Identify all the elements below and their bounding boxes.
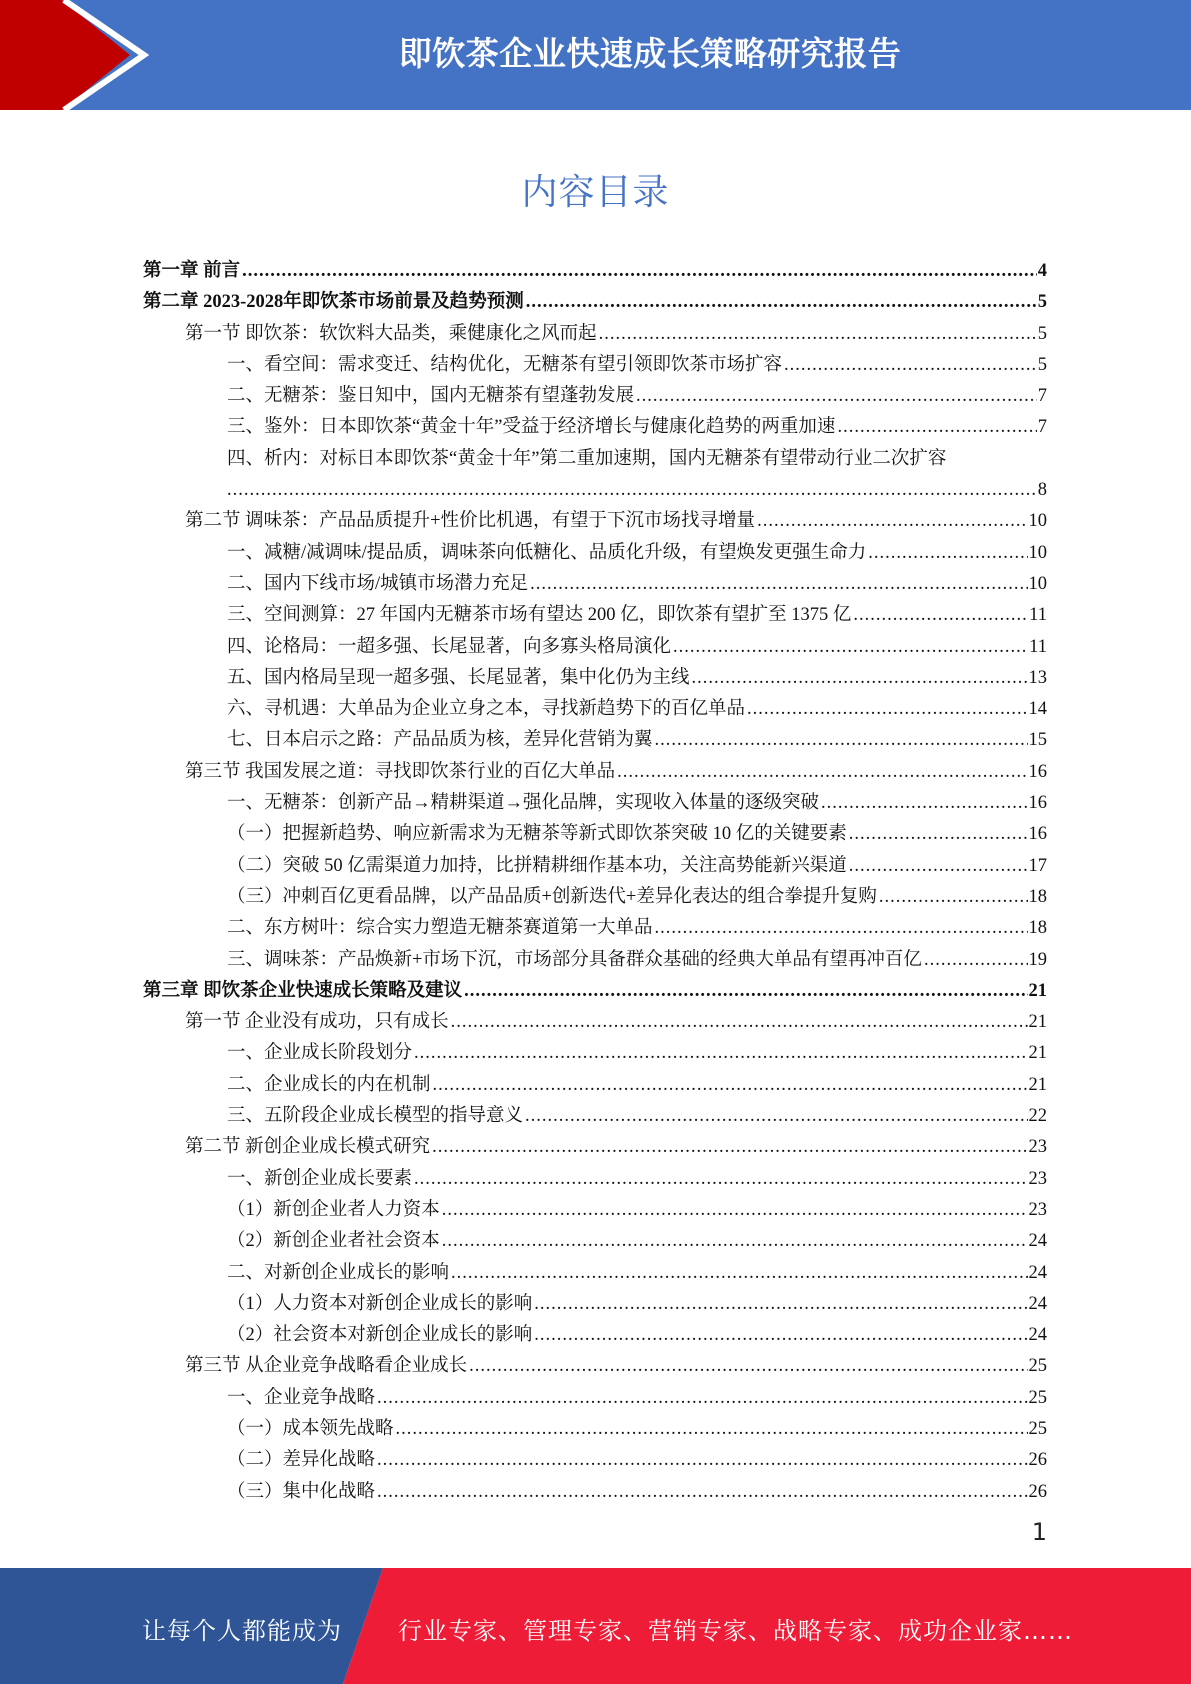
toc-entry-page: 25 (1028, 1418, 1047, 1439)
toc-entry-page: 25 (1028, 1387, 1047, 1408)
toc-entry-label: 七、日本启示之路：产品品质为核，差异化营销为翼 (227, 730, 653, 751)
toc-entry-page: 8 (1037, 480, 1047, 501)
toc-entry-label: （一）把握新趋势、响应新需求为无糖茶等新式即饮茶突破 10 亿的关键要素 (227, 824, 847, 845)
toc-dot-leader (617, 757, 1027, 788)
toc-entry[interactable] (143, 1132, 1047, 1163)
toc-entry-page: 23 (1028, 1199, 1047, 1220)
footer-slogan-left: 让每个人都能成为 (142, 1617, 342, 1645)
toc-entry-page: 24 (1028, 1325, 1047, 1346)
toc-entry-page: 16 (1028, 793, 1047, 814)
toc-entry[interactable] (143, 663, 1047, 694)
toc-entry[interactable] (143, 851, 1047, 882)
toc-entry-label: 四、析内：对标日本即饮茶“黄金十年”第二重加速期，国内无糖茶有望带动行业二次扩容 (227, 448, 947, 469)
toc-entry-label: 第二章 2023-2028年即饮茶市场前景及趋势预测 (143, 292, 524, 313)
toc-entry[interactable] (143, 1101, 1047, 1132)
toc-entry-page: 23 (1028, 1168, 1047, 1189)
toc-entry-page: 10 (1028, 511, 1047, 532)
toc-dot-leader (868, 538, 1027, 569)
toc-entry-label: 一、企业竞争战略 (227, 1387, 376, 1408)
toc-dot-leader (525, 1101, 1027, 1132)
toc-entry-page: 18 (1028, 918, 1047, 939)
toc-entry-label: 六、寻机遇：大单品为企业立身之本，寻找新趋势下的百亿单品 (227, 699, 746, 720)
toc-entry-label: 一、新创企业成长要素 (227, 1168, 413, 1189)
toc-entry-page: 21 (1028, 1043, 1047, 1064)
toc-entry[interactable] (143, 882, 1047, 913)
toc-entry-label: 二、东方树叶：综合实力塑造无糖茶赛道第一大单品 (227, 918, 653, 939)
toc-dot-leader (451, 1258, 1027, 1289)
toc-entry[interactable] (143, 694, 1047, 725)
toc-entry-page: 14 (1028, 699, 1047, 720)
toc-entry[interactable] (143, 1477, 1047, 1508)
toc-dot-leader (396, 1414, 1028, 1445)
toc-dot-leader (227, 475, 1037, 506)
toc-entry-page: 13 (1028, 667, 1047, 688)
toc-dot-leader (530, 569, 1027, 600)
toc-dot-leader (377, 1477, 1027, 1508)
table-of-contents (143, 256, 1047, 1508)
toc-dot-leader (879, 882, 1028, 913)
toc-entry-label: 二、国内下线市场/城镇市场潜力充足 (227, 573, 529, 594)
toc-entry-page: 11 (1029, 605, 1047, 626)
toc-dot-leader (469, 1351, 1027, 1382)
toc-entry[interactable] (143, 319, 1047, 350)
toc-entry[interactable] (143, 945, 1047, 976)
toc-entry-page: 24 (1028, 1293, 1047, 1314)
toc-entry-page: 23 (1028, 1137, 1047, 1158)
toc-entry[interactable] (143, 538, 1047, 569)
toc-entry-page: 5 (1037, 354, 1047, 375)
toc-dot-leader (692, 663, 1028, 694)
toc-entry[interactable] (143, 819, 1047, 850)
toc-entry[interactable] (143, 1164, 1047, 1195)
toc-entry[interactable] (143, 287, 1047, 318)
toc-entry[interactable] (143, 1007, 1047, 1038)
toc-entry-label: （1）人力资本对新创企业成长的影响 (227, 1293, 533, 1314)
toc-entry[interactable] (143, 506, 1047, 537)
toc-dot-leader (442, 1226, 1028, 1257)
toc-entry-label: 第三章 即饮茶企业快速成长策略及建议 (143, 980, 463, 1001)
toc-entry[interactable] (143, 350, 1047, 381)
toc-entry-label: （一）成本领先战略 (227, 1418, 394, 1439)
toc-entry-label: 第二节 新创企业成长模式研究 (185, 1137, 431, 1158)
toc-entry[interactable] (143, 1038, 1047, 1069)
toc-entry-page: 11 (1029, 636, 1047, 657)
footer-slogan-right: 行业专家、管理专家、营销专家、战略专家、成功企业家…… (398, 1617, 1073, 1645)
toc-entry[interactable] (143, 1195, 1047, 1226)
toc-entry[interactable] (143, 788, 1047, 819)
toc-entry-label: （2）新创企业者社会资本 (227, 1231, 440, 1252)
toc-entry-label: 二、对新创企业成长的影响 (227, 1262, 450, 1283)
toc-entry[interactable] (143, 1383, 1047, 1414)
page-header-band (0, 0, 1191, 110)
toc-entry-label: （二）差异化战略 (227, 1450, 376, 1471)
toc-entry[interactable] (143, 569, 1047, 600)
toc-dot-leader (849, 819, 1028, 850)
toc-dot-leader (414, 1164, 1027, 1195)
toc-dot-leader (432, 1132, 1027, 1163)
toc-dot-leader (924, 945, 1028, 976)
toc-entry-label: （二）突破 50 亿需渠道力加持，比拼精耕细作基本功，关注高势能新兴渠道 (227, 855, 847, 876)
toc-entry[interactable] (143, 444, 1047, 475)
toc-entry-label: 第一节 即饮茶：软饮料大品类，乘健康化之风而起 (185, 323, 597, 344)
toc-entry-page: 15 (1028, 730, 1047, 751)
toc-entry-page: 17 (1028, 855, 1047, 876)
toc-dot-leader (534, 1289, 1027, 1320)
toc-entry[interactable] (143, 757, 1047, 788)
toc-entry[interactable] (143, 1445, 1047, 1476)
toc-dot-leader (599, 319, 1037, 350)
report-title: 即饮茶企业快速成长策略研究报告 (398, 34, 902, 73)
toc-dot-leader (377, 1445, 1027, 1476)
toc-entry-label: 二、企业成长的内在机制 (227, 1074, 431, 1095)
toc-dot-leader (747, 694, 1027, 725)
toc-entry[interactable] (143, 256, 1047, 287)
toc-entry-label: 一、企业成长阶段划分 (227, 1043, 413, 1064)
toc-entry-label: 一、减糖/减调味/提品质，调味茶向低糖化、品质化升级，有望焕发更强生命力 (227, 542, 867, 563)
toc-dot-leader (853, 600, 1028, 631)
toc-entry-page: 22 (1028, 1106, 1047, 1127)
toc-entry-page: 5 (1037, 323, 1047, 344)
toc-entry-label: （三）冲刺百亿更看品牌，以产品品质+创新迭代+差异化表达的组合拳提升复购 (227, 886, 877, 907)
toc-heading: 内容目录 (521, 172, 670, 213)
toc-entry[interactable] (143, 1414, 1047, 1445)
toc-entry-continuation[interactable] (143, 475, 1047, 506)
toc-entry-label: 三、鉴外：日本即饮茶“黄金十年”受益于经济增长与健康化趋势的两重加速 (227, 417, 836, 438)
toc-entry[interactable] (143, 381, 1047, 412)
toc-entry-label: （2）社会资本对新创企业成长的影响 (227, 1325, 533, 1346)
toc-entry[interactable] (143, 913, 1047, 944)
toc-entry[interactable] (143, 1226, 1047, 1257)
toc-entry-page: 25 (1028, 1356, 1047, 1377)
toc-entry-page: 7 (1037, 417, 1047, 438)
toc-dot-leader (451, 1007, 1028, 1038)
toc-entry-page: 18 (1028, 886, 1047, 907)
toc-entry-label: 二、无糖茶：鉴日知中，国内无糖茶有望蓬勃发展 (227, 386, 635, 407)
toc-entry-label: （1）新创企业者人力资本 (227, 1199, 440, 1220)
toc-entry-page: 10 (1028, 542, 1047, 563)
toc-entry-page: 16 (1028, 824, 1047, 845)
toc-dot-leader (849, 851, 1028, 882)
toc-entry-page: 24 (1028, 1262, 1047, 1283)
toc-dot-leader (377, 1383, 1027, 1414)
toc-entry[interactable] (143, 412, 1047, 443)
toc-entry[interactable] (143, 600, 1047, 631)
toc-entry-label: 第三节 从企业竞争战略看企业成长 (185, 1356, 468, 1377)
toc-dot-leader (526, 287, 1037, 318)
toc-entry[interactable] (143, 1070, 1047, 1101)
toc-entry[interactable] (143, 976, 1047, 1007)
toc-entry[interactable] (143, 1351, 1047, 1382)
toc-entry-label: 一、看空间：需求变迁、结构优化，无糖茶有望引领即饮茶市场扩容 (227, 354, 783, 375)
toc-dot-leader (837, 412, 1036, 443)
toc-dot-leader (464, 976, 1027, 1007)
toc-entry-page: 24 (1028, 1231, 1047, 1252)
toc-entry-page: 21 (1028, 1074, 1047, 1095)
toc-dot-leader (655, 913, 1028, 944)
toc-dot-leader (242, 256, 1037, 287)
toc-entry-page: 10 (1028, 573, 1047, 594)
toc-dot-leader (414, 1038, 1027, 1069)
toc-entry-label: 四、论格局：一超多强、长尾显著，向多寡头格局演化 (227, 636, 672, 657)
page-footer-band (0, 1568, 1191, 1684)
toc-entry[interactable] (143, 1320, 1047, 1351)
toc-entry[interactable] (143, 725, 1047, 756)
toc-dot-leader (636, 381, 1037, 412)
toc-entry-label: 三、五阶段企业成长模型的指导意义 (227, 1106, 524, 1127)
toc-dot-leader (655, 725, 1028, 756)
toc-entry-label: 第一章 前言 (143, 261, 241, 281)
toc-dot-leader (821, 788, 1027, 819)
toc-dot-leader (433, 1070, 1028, 1101)
toc-entry-page: 7 (1037, 386, 1047, 407)
red-chevron-shape (0, 0, 130, 110)
toc-entry-label: 三、空间测算：27 年国内无糖茶市场有望达 200 亿，即饮茶有望扩至 1375 亿 (227, 605, 852, 626)
toc-entry-page: 4 (1037, 261, 1047, 281)
toc-entry-page: 16 (1028, 761, 1047, 782)
toc-entry-label: 第二节 调味茶：产品品质提升+性价比机遇，有望于下沉市场找寻增量 (185, 511, 756, 532)
toc-entry-page: 5 (1037, 292, 1047, 313)
toc-dot-leader (673, 632, 1028, 663)
toc-entry[interactable] (143, 1289, 1047, 1320)
toc-dot-leader (784, 350, 1037, 381)
toc-dot-leader (442, 1195, 1028, 1226)
toc-entry-label: 一、无糖茶：创新产品→精耕渠道→强化品牌，实现收入体量的逐级突破 (227, 793, 820, 814)
toc-entry-label: 第一节 企业没有成功，只有成长 (185, 1012, 449, 1033)
toc-entry-label: 三、调味茶：产品焕新+市场下沉，市场部分具备群众基础的经典大单品有望再冲百亿 (227, 949, 922, 970)
toc-entry-page: 21 (1028, 980, 1047, 1001)
toc-entry-page: 19 (1028, 949, 1047, 970)
toc-entry[interactable] (143, 632, 1047, 663)
toc-entry-page: 26 (1028, 1481, 1047, 1502)
toc-dot-leader (534, 1320, 1027, 1351)
page-number: 1 (1031, 1518, 1047, 1546)
toc-entry[interactable] (143, 1258, 1047, 1289)
toc-dot-leader (757, 506, 1027, 537)
toc-entry-page: 21 (1028, 1012, 1047, 1033)
toc-entry-label: 第三节 我国发展之道：寻找即饮茶行业的百亿大单品 (185, 761, 616, 782)
toc-entry-page: 26 (1028, 1450, 1047, 1471)
toc-entry-label: 五、国内格局呈现一超多强、长尾显著，集中化仍为主线 (227, 667, 690, 688)
toc-entry-label: （三）集中化战略 (227, 1481, 376, 1502)
